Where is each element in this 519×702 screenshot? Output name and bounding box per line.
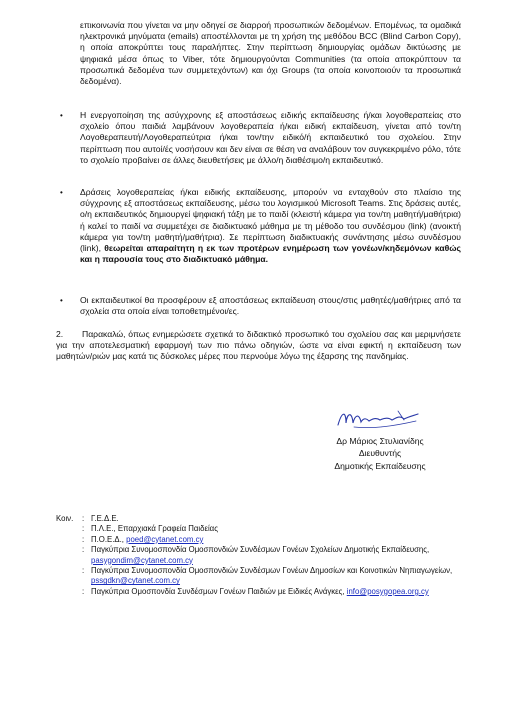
bullet-text-bold: θεωρείται απαραίτητη η εκ των προτέρων ενημέρωση των γονέων/κηδεμόνων καθώς και η παρουσία τους στο διαδικτυακό μάθημα. <box>80 243 461 265</box>
cc-item <box>82 524 472 534</box>
cc-colon: : <box>82 524 85 534</box>
cc-colon: : <box>82 534 85 544</box>
cc-colon: : <box>82 566 85 576</box>
cc-item-text: Γ.Ε.Δ.Ε. <box>91 514 119 523</box>
email-link[interactable]: poed@cytanet.com.cy <box>126 534 204 544</box>
cc-org: Παγκύπρια Συνομοσπονδία Ομοσπονδιών Συνδέσμων Γονέων Δημοσίων και Κοινοτικών Νηπιαγωγείων, <box>91 566 453 576</box>
cc-colon: : <box>82 514 85 523</box>
cc-label: Κοιν. <box>56 514 74 523</box>
signatory-title: Διευθυντής <box>358 448 402 459</box>
bullet-text: Η ενεργοποίηση της ασύγχρονης εξ αποστάσεως ειδικής εκπαίδευσης ή/και λογοθεραπείας στο σχολείο όπου παιδιά λαμβάνουν λογοθεραπεία ή/και ειδική εκπαίδευση, γίνεται από τον/τη Λογοθεραπευτή/Λογοθεραπεύτρια ή/και τον/την ειδικό/ή εκπαιδευτικό του σχολείου. Στην περίπτωση που αυτοί/ές νοσήσουν και δεν είναι σε θέση να αναλάβουν τον συγκεκριμένο ρόλο, τότε το σχολείο προβαίνει σε άλλες διευθετήσεις με άλλο/η διαθέσιμο/η εκπαιδευτικό. <box>80 110 461 165</box>
signatory-name: Δρ Μάριος Στυλιανίδης <box>336 436 424 446</box>
cc-org: Π.Ο.Ε.Δ., <box>91 534 127 544</box>
cc-item <box>82 545 472 566</box>
email-link[interactable]: pssgdkn@cytanet.com.cy <box>91 576 180 586</box>
email-link[interactable]: info@posygopea.org.cy <box>346 586 429 596</box>
bullet-marker: • <box>60 188 63 197</box>
cc-list <box>82 514 472 597</box>
signatory-department: Δημοτικής Εκπαίδευσης <box>334 460 426 471</box>
signature-block <box>310 435 450 472</box>
cc-item-text <box>91 545 472 566</box>
cc-item <box>82 535 472 545</box>
bullet-text-regular: Δράσεις λογοθεραπείας ή/και ειδικής εκπαίδευσης, μπορούν να ενταχθούν στο πλαίσιο της σύγχρονης εξ αποστάσεως εκπαίδευσης, μέσω του λογισμικού Microsoft Teams. Στις δράσεις αυτές, ο/η εκπαιδευτικός δημιουργεί ψηφιακή τάξη με το παιδί (κλειστή κάμερα για τον/τη μαθητή/μαθήτρια) ή καλεί το παιδί να συμμετέχει σε διαδικτυακό μάθημα με τη μέθοδο του συνδέσμου (link) (ανοικτή κάμερα για τον/τη μαθητή/μαθήτρια). Σε περίπτωση διαδικτυακής συνάντησης μέσω συνδέσμου (link), <box>80 187 461 254</box>
cc-org: Παγκύπρια Συνομοσπονδία Ομοσπονδιών Συνδέσμων Γονέων Σχολείων Δημοτικής Εκπαίδευσης, <box>91 545 430 555</box>
paragraph-number: 2. <box>56 329 64 339</box>
bullet-text: Οι εκπαιδευτικοί θα προσφέρουν εξ αποστάσεως εκπαίδευση στους/στις μαθητές/μαθήτριες από τα σχολεία στα οποία είναι τοποθετημένοι/ες. <box>80 295 461 317</box>
cc-item <box>82 587 472 597</box>
cc-colon: : <box>82 586 85 596</box>
paragraph-text: Παρακαλώ, όπως ενημερώσετε σχετικά το διδακτικό προσωπικό του σχολείου σας και μεριμνήσετε για την αποτελεσματική εφαρμογή των πιο πάνω οδηγιών, ώστε να είναι εφικτή η εκπαίδευση των μαθητών/ριών μας κατά τις δύσκολες μέρες που περνούμε λόγω της έξαρσης της πανδημίας. <box>56 329 461 362</box>
cc-item-text <box>91 587 472 597</box>
handwritten-signature <box>334 405 424 435</box>
bullet-marker: • <box>60 111 63 120</box>
cc-colon: : <box>82 545 85 555</box>
cc-item <box>82 514 472 524</box>
cc-org: Παγκύπρια Ομοσπονδία Συνδέσμων Γονέων Παιδιών με Ειδικές Ανάγκες, <box>91 586 347 596</box>
cc-item-text <box>91 535 472 545</box>
numbered-paragraph <box>56 329 461 363</box>
continuation-paragraph: επικοινωνία που γίνεται να μην οδηγεί σε διαρροή προσωπικών δεδομένων. Επομένως, τα ομαδικά ηλεκτρονικά μηνύματα (emails) αποστέλλονται με τη χρήση της μεθόδου BCC (Blind Carbon Copy), η οποία αποκρύπτει τους παραλήπτες. Στην περίπτωση δημιουργίας ομάδων δικτύωσης με ψηφιακά μέσα όπως το Viber, τότε δημιουργούνται Communities (τα οποία αποκρύπτουν τα προσωπικά δεδομένα των συμμετεχόντων) και όχι Groups (τα οποία κοινοποιούν τα προσωπικά δεδομένα). <box>80 20 461 87</box>
bullet-text <box>80 187 461 265</box>
email-link[interactable]: pasygondim@cytanet.com.cy <box>91 555 193 565</box>
bullet-marker: • <box>60 296 63 305</box>
cc-item-text: Π.Λ.Ε., Επαρχιακά Γραφεία Παιδείας <box>91 524 218 534</box>
cc-item-text <box>91 566 472 587</box>
cc-item <box>82 566 472 587</box>
